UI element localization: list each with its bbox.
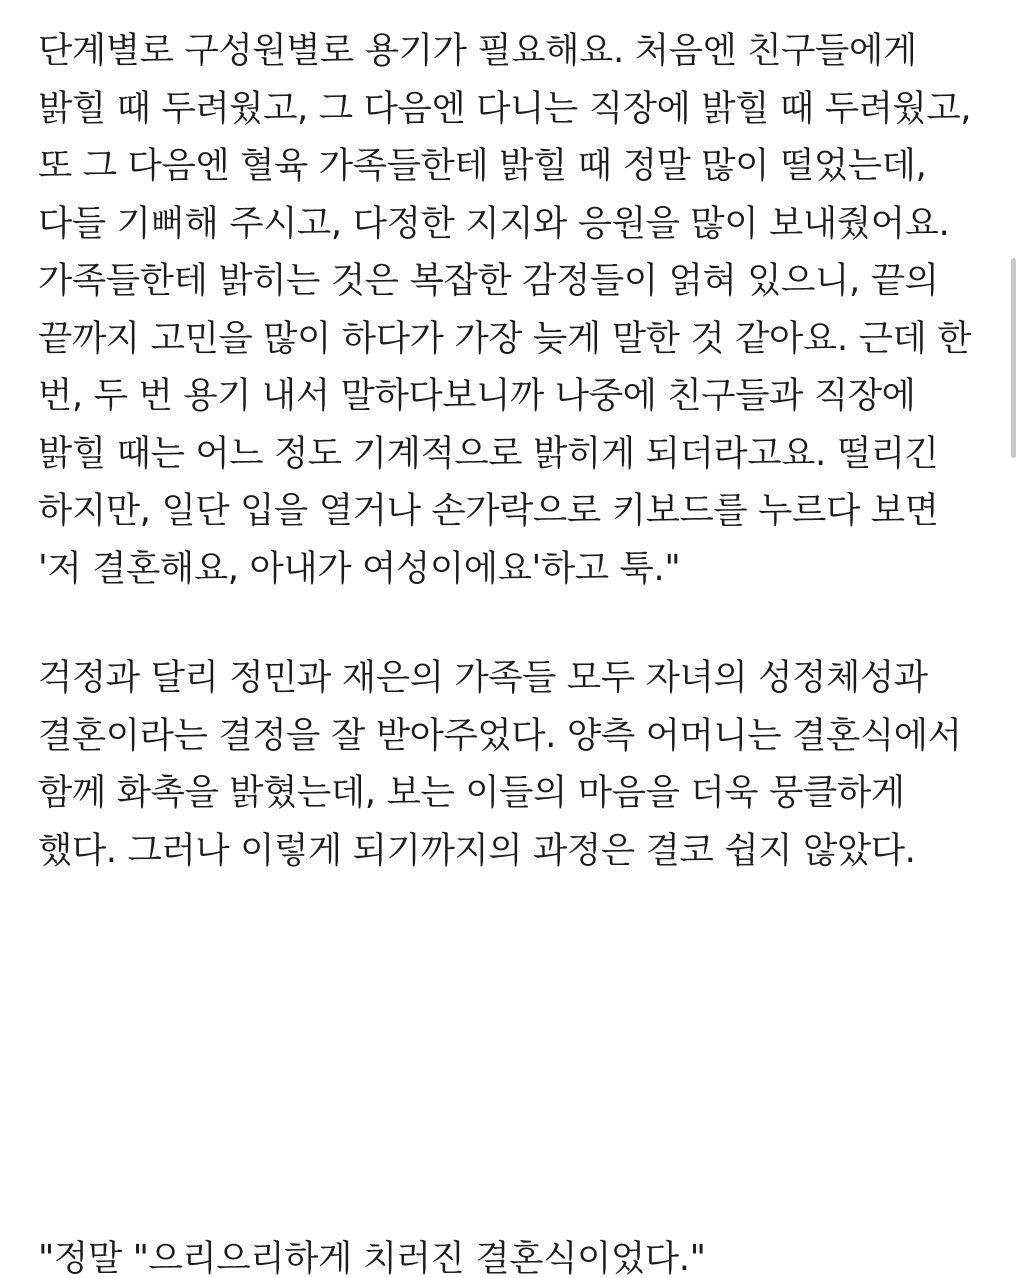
quote-paragraph: 단계별로 구성원별로 용기가 필요해요. 처음엔 친구들에게 밝힐 때 두려웠고, 그 다음엔 다니는 직장에 밝힐 때 두려웠고, 또 그 다음엔 혈육 가족들한테 밝힐 때 정말 많이 떨었는데, 다들 기뻐해 주시고, 다정한 지지와 응원을 많이 보내줬어요. 가족들한테 밝히는 것은 복잡한 감정들이 얽혀 있으니, 끝의 끝까지 고민을 많이 하다가 가장 늦게 말한 것 같아요. 근데 한 번, 두 번 용기 내서 말하다보니까 나중에 친구들과 직장에 밝힐 때는 어느 정도 기계적으로 밝히게 되더라고요. 떨리긴 하지만, 일단 입을 열거나 손가락으로 키보드를 누르다 보면 '저 결혼해요, 아내가 여성이에요'하고 툭." [38,30,972,589]
paragraph-spacer [38,597,976,649]
scrollbar-track[interactable] [1015,0,1020,1278]
cut-off-paragraph-row [38,1238,976,1278]
cut-off-paragraph: "정말 "으리으리하게 치러진 결혼식이었다." [38,1238,706,1278]
body-paragraph: 걱정과 달리 정민과 재은의 가족들 모두 자녀의 성정체성과 결혼이라는 결정을 잘 받아주었다. 양측 어머니는 결혼식에서 함께 화촉을 밝혔는데, 보는 이들의 마음을 더욱 뭉클하게 했다. 그러나 이렇게 되기까지의 과정은 결코 쉽지 않았다. [38,657,962,871]
scrollbar-thumb[interactable] [1011,258,1016,458]
